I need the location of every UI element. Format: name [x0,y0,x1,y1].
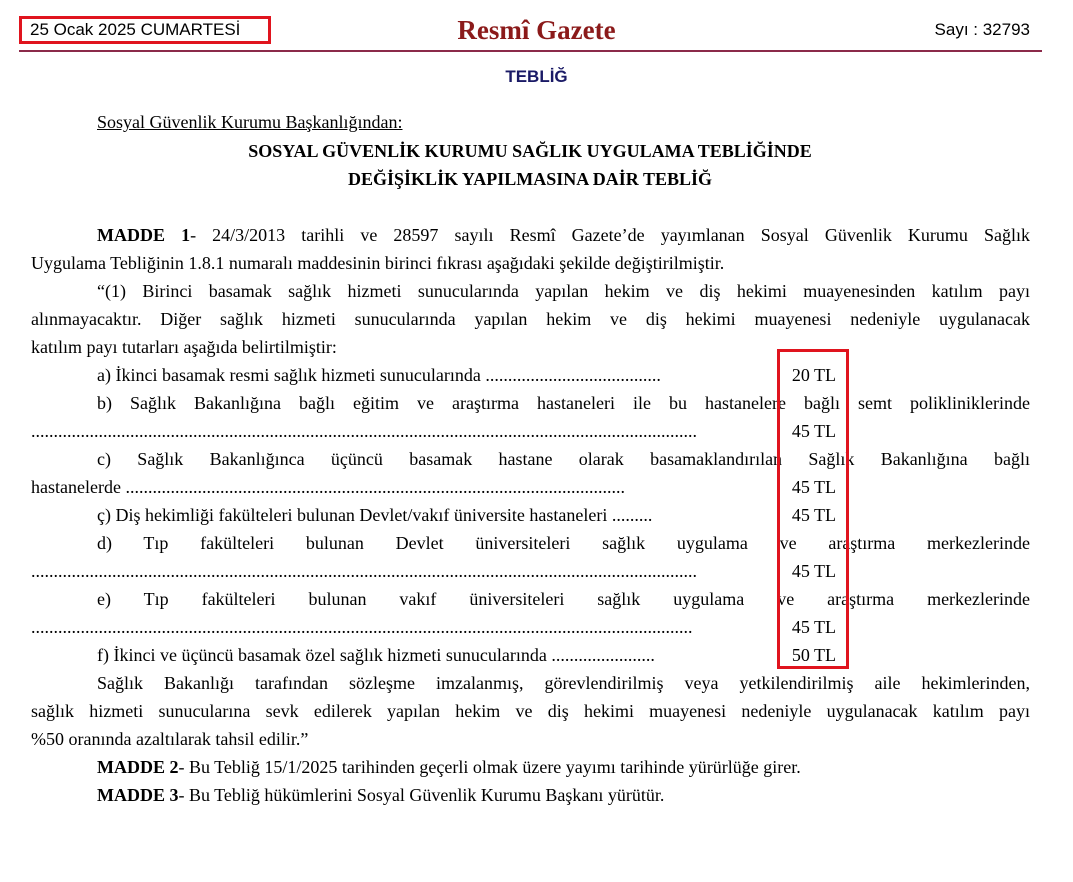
item-a-text: a) İkinci basamak resmi sağlık hizmeti sunucularında ....................................... [97,365,661,385]
madde-3-label: MADDE 3 [97,785,179,805]
madde-3-text: - Bu Tebliğ hükümlerini Sosyal Güvenlik Kurumu Başkanı yürütür. [178,785,665,805]
madde-1-label: MADDE 1 [97,225,191,245]
madde-1-line-2: Uygulama Tebliğinin 1.8.1 numaralı maddesinin birinci fıkrası aşağıdaki şekilde değiştirilmiştir. [31,253,725,273]
issue-number: Sayı : 32793 [934,20,1030,39]
paragraph-1-line-2: alınmayacaktır. Diğer sağlık hizmeti sunucularında yapılan hekim ve diş hekimi muayenesi nedeniyle uygulanacak [31,309,1030,329]
item-e-dots: ................................................................................................................................................... [31,617,693,637]
item-cc-amount: 45 TL [791,505,836,525]
issuer-line: Sosyal Güvenlik Kurumu Başkanlığından: [97,112,403,132]
madde-2 [97,753,801,781]
paragraph-2-line-2: sağlık hizmeti sunucularına sevk edilerek yapılan hekim ve diş hekimi muayenesi nedeniyle uygulanacak katılım payı [31,701,1030,721]
item-b-amount: 45 TL [791,421,836,441]
paragraph-1-line-1: “(1) Birinci basamak sağlık hizmeti sunucularında yapılan hekim ve diş hekimi muayenesinden katılım payı [97,281,1030,301]
publication-name: Resmî Gazete [457,15,616,45]
item-b-line-1: b) Sağlık Bakanlığına bağlı eğitim ve araştırma hastaneleri ile bu hastanelere bağlı semt polikliniklerinde [97,393,1030,413]
item-e-amount: 45 TL [791,617,836,637]
gazette-header [0,0,1073,52]
header-rule [19,50,1042,52]
madde-1-text: - 24/3/2013 tarihli ve 28597 sayılı Resmî Gazete’de yayımlanan Sosyal Güvenlik Kurumu Sağlık [190,225,1031,245]
madde-2-text: - Bu Tebliğ 15/1/2025 tarihinden geçerli olmak üzere yayımı tarihinde yürürlüğe girer. [178,757,801,777]
document-title-line-1: SOSYAL GÜVENLİK KURUMU SAĞLIK UYGULAMA TEBLİĞİNDE [248,141,812,161]
paragraph-1-line-3: katılım payı tutarları aşağıda belirtilmiştir: [31,337,337,357]
item-f-amount: 50 TL [791,645,836,665]
amounts-highlight-box [777,349,849,669]
item-cc-text: ç) Diş hekimliği fakülteleri bulunan Devlet/vakıf üniversite hastaneleri ......... [97,505,653,525]
item-f-text: f) İkinci ve üçüncü basamak özel sağlık hizmeti sunucularında ....................... [97,645,655,665]
item-b-dots: .................................................................................................................................................... [31,421,697,441]
madde-1-line-1 [97,221,1030,249]
paragraph-2-line-3: %50 oranında azaltılarak tahsil edilir.” [31,729,309,749]
item-c-amount: 45 TL [791,477,836,497]
madde-2-label: MADDE 2 [97,757,179,777]
item-a-amount: 20 TL [791,365,836,385]
publication-date: 25 Ocak 2025 CUMARTESİ [30,20,241,39]
madde-3 [97,781,664,809]
item-c-line-1: c) Sağlık Bakanlığınca üçüncü basamak hastane olarak basamaklandırılan Sağlık Bakanlığına bağlı [97,449,1030,469]
item-c-line-2: hastanelerde ............................................................................................................... [31,477,625,497]
document-title-line-2: DEĞİŞİKLİK YAPILMASINA DAİR TEBLİĞ [348,169,712,189]
item-d-amount: 45 TL [791,561,836,581]
paragraph-2-line-1: Sağlık Bakanlığı tarafından sözleşme imzalanmış, görevlendirilmiş veya yetkilendirilmiş aile hekimlerinden, [97,673,1030,693]
item-e-line-1: e) Tıp fakülteleri bulunan vakıf üniversiteleri sağlık uygulama ve araştırma merkezlerinde [97,589,1030,609]
item-d-dots: .................................................................................................................................................... [31,561,697,581]
item-d-line-1: d) Tıp fakülteleri bulunan Devlet üniversiteleri sağlık uygulama ve araştırma merkezlerinde [97,533,1030,553]
section-title: TEBLİĞ [505,67,568,86]
